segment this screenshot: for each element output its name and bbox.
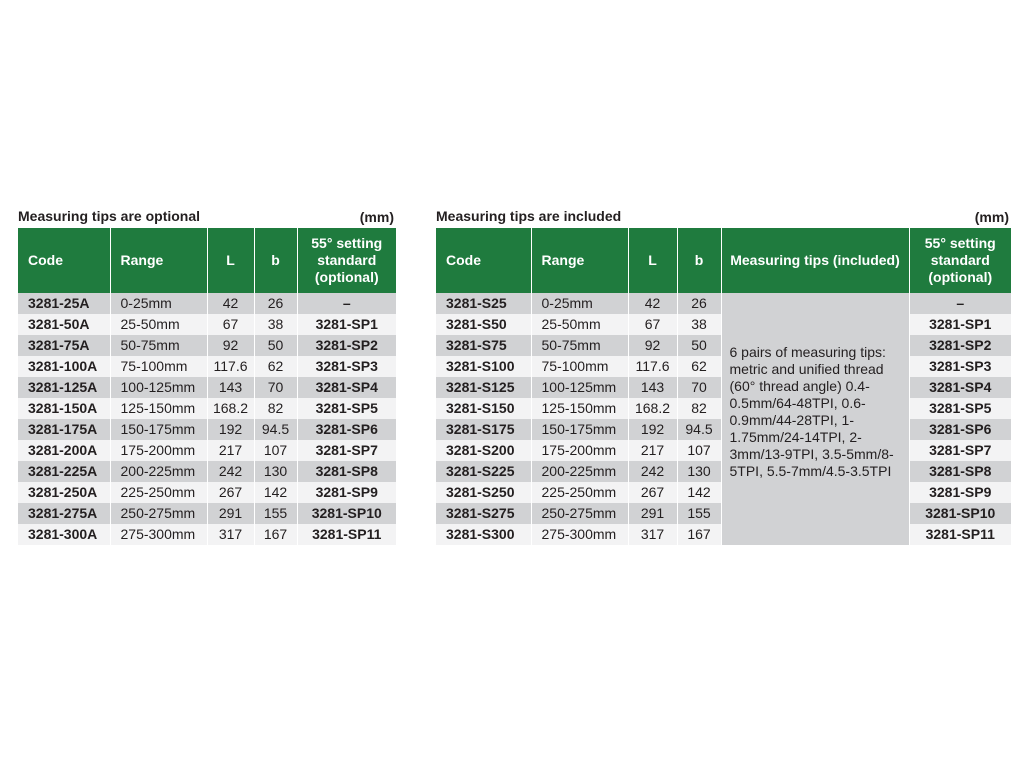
b-cell: 155 [254,503,297,524]
l-cell: 291 [207,503,254,524]
unit-label: (mm) [974,209,1009,225]
table-row [18,524,396,545]
l-cell: 67 [207,314,254,335]
setting-standard-cell: 3281-SP1 [297,314,396,335]
code-cell: 3281-150A [18,398,110,419]
l-cell: 242 [628,461,677,482]
l-cell: 168.2 [207,398,254,419]
l-cell: 192 [628,419,677,440]
code-cell: 3281-S100 [436,356,531,377]
b-cell: 142 [254,482,297,503]
range-cell: 75-100mm [531,356,628,377]
code-cell: 3281-100A [18,356,110,377]
setting-standard-cell: 3281-SP3 [909,356,1011,377]
header-row [18,228,396,293]
l-cell: 42 [207,293,254,314]
b-cell: 107 [677,440,721,461]
code-cell: 3281-250A [18,482,110,503]
code-cell: 3281-S275 [436,503,531,524]
l-cell: 317 [628,524,677,545]
setting-standard-cell: 3281-SP2 [297,335,396,356]
setting-standard-cell: 3281-SP7 [909,440,1011,461]
code-cell: 3281-200A [18,440,110,461]
setting-standard-cell: 3281-SP9 [297,482,396,503]
code-cell: 3281-175A [18,419,110,440]
l-cell: 217 [628,440,677,461]
b-cell: 38 [254,314,297,335]
range-cell: 200-225mm [110,461,207,482]
b-cell: 94.5 [254,419,297,440]
range-cell: 0-25mm [110,293,207,314]
b-cell: 62 [677,356,721,377]
range-cell: 175-200mm [531,440,628,461]
setting-standard-cell: 3281-SP10 [297,503,396,524]
code-cell: 3281-300A [18,524,110,545]
table-body [436,293,1011,545]
header-b: b [254,228,297,293]
setting-standard-cell: 3281-SP2 [909,335,1011,356]
table-row [18,482,396,503]
setting-standard-cell: 3281-SP6 [909,419,1011,440]
code-cell: 3281-S200 [436,440,531,461]
header-range: Range [531,228,628,293]
b-cell: 167 [677,524,721,545]
range-cell: 100-125mm [531,377,628,398]
l-cell: 92 [207,335,254,356]
b-cell: 26 [677,293,721,314]
setting-standard-cell: 3281-SP1 [909,314,1011,335]
b-cell: 155 [677,503,721,524]
optional-tips-table [18,228,396,545]
l-cell: 267 [207,482,254,503]
setting-standard-cell: 3281-SP11 [297,524,396,545]
setting-standard-cell: 3281-SP10 [909,503,1011,524]
setting-standard-cell: 3281-SP4 [297,377,396,398]
b-cell: 107 [254,440,297,461]
header-b: b [677,228,721,293]
unit-label: (mm) [359,209,394,225]
range-cell: 225-250mm [110,482,207,503]
b-cell: 130 [254,461,297,482]
table-row [18,419,396,440]
range-cell: 75-100mm [110,356,207,377]
b-cell: 167 [254,524,297,545]
setting-standard-cell: 3281-SP11 [909,524,1011,545]
header-row [436,228,1011,293]
table-row [18,314,396,335]
code-cell: 3281-125A [18,377,110,398]
setting-standard-cell: 3281-SP5 [297,398,396,419]
setting-standard-cell: 3281-SP9 [909,482,1011,503]
code-cell: 3281-50A [18,314,110,335]
table-row [18,440,396,461]
table-row [18,377,396,398]
code-cell: 3281-S75 [436,335,531,356]
range-cell: 50-75mm [110,335,207,356]
l-cell: 192 [207,419,254,440]
code-cell: 3281-S150 [436,398,531,419]
l-cell: 317 [207,524,254,545]
table-row [18,293,396,314]
l-cell: 168.2 [628,398,677,419]
table-row [18,461,396,482]
code-cell: 3281-275A [18,503,110,524]
setting-standard-cell: 3281-SP3 [297,356,396,377]
range-cell: 275-300mm [531,524,628,545]
setting-standard-cell: 3281-SP4 [909,377,1011,398]
range-cell: 125-150mm [110,398,207,419]
header-code: Code [436,228,531,293]
l-cell: 117.6 [207,356,254,377]
code-cell: 3281-S225 [436,461,531,482]
range-cell: 150-175mm [531,419,628,440]
range-cell: 275-300mm [110,524,207,545]
b-cell: 130 [677,461,721,482]
setting-standard-cell: – [909,293,1011,314]
range-cell: 25-50mm [531,314,628,335]
header-setting-standard: 55° setting standard (optional) [297,228,396,293]
b-cell: 82 [677,398,721,419]
b-cell: 38 [677,314,721,335]
header-measuring-tips: Measuring tips (included) [721,228,909,293]
optional-tips-block [18,207,396,545]
b-cell: 62 [254,356,297,377]
range-cell: 125-150mm [531,398,628,419]
l-cell: 242 [207,461,254,482]
code-cell: 3281-S50 [436,314,531,335]
code-cell: 3281-S250 [436,482,531,503]
range-cell: 50-75mm [531,335,628,356]
header-range: Range [110,228,207,293]
setting-standard-cell: 3281-SP8 [909,461,1011,482]
table-row [18,356,396,377]
table-body [18,293,396,545]
range-cell: 100-125mm [110,377,207,398]
b-cell: 50 [677,335,721,356]
b-cell: 70 [254,377,297,398]
l-cell: 42 [628,293,677,314]
header-l: L [628,228,677,293]
l-cell: 67 [628,314,677,335]
l-cell: 92 [628,335,677,356]
range-cell: 25-50mm [110,314,207,335]
code-cell: 3281-S175 [436,419,531,440]
range-cell: 0-25mm [531,293,628,314]
header-code: Code [18,228,110,293]
range-cell: 250-275mm [110,503,207,524]
code-cell: 3281-75A [18,335,110,356]
b-cell: 26 [254,293,297,314]
code-cell: 3281-S125 [436,377,531,398]
table-caption [436,207,1011,228]
included-tips-table [436,228,1011,545]
code-cell: 3281-S25 [436,293,531,314]
range-cell: 225-250mm [531,482,628,503]
header-l: L [207,228,254,293]
range-cell: 200-225mm [531,461,628,482]
caption-title: Measuring tips are optional [18,208,201,224]
setting-standard-cell: 3281-SP8 [297,461,396,482]
setting-standard-cell: 3281-SP5 [909,398,1011,419]
table-row [18,503,396,524]
table-row [436,293,1011,314]
b-cell: 94.5 [677,419,721,440]
code-cell: 3281-25A [18,293,110,314]
b-cell: 70 [677,377,721,398]
code-cell: 3281-225A [18,461,110,482]
table-row [18,398,396,419]
caption-title: Measuring tips are included [436,208,622,224]
table-caption [18,207,396,228]
l-cell: 117.6 [628,356,677,377]
l-cell: 217 [207,440,254,461]
header-setting-standard: 55° setting standard (optional) [909,228,1011,293]
setting-standard-cell: 3281-SP7 [297,440,396,461]
l-cell: 143 [628,377,677,398]
l-cell: 143 [207,377,254,398]
l-cell: 267 [628,482,677,503]
range-cell: 175-200mm [110,440,207,461]
b-cell: 50 [254,335,297,356]
included-tips-block [436,207,1011,545]
b-cell: 142 [677,482,721,503]
measuring-tips-cell: 6 pairs of measuring tips: metric and unified thread (60° thread angle) 0.4-0.5mm/64-48TPI, 0.6-0.9mm/44-28TPI, 1-1.75mm/24-14TPI, 2-3mm/13-9TPI, 3.5-5mm/8-5TPI, 5.5-7mm/4.5-3.5TPI [721,293,909,545]
range-cell: 250-275mm [531,503,628,524]
l-cell: 291 [628,503,677,524]
table-row [18,335,396,356]
b-cell: 82 [254,398,297,419]
code-cell: 3281-S300 [436,524,531,545]
range-cell: 150-175mm [110,419,207,440]
setting-standard-cell: 3281-SP6 [297,419,396,440]
setting-standard-cell: – [297,293,396,314]
